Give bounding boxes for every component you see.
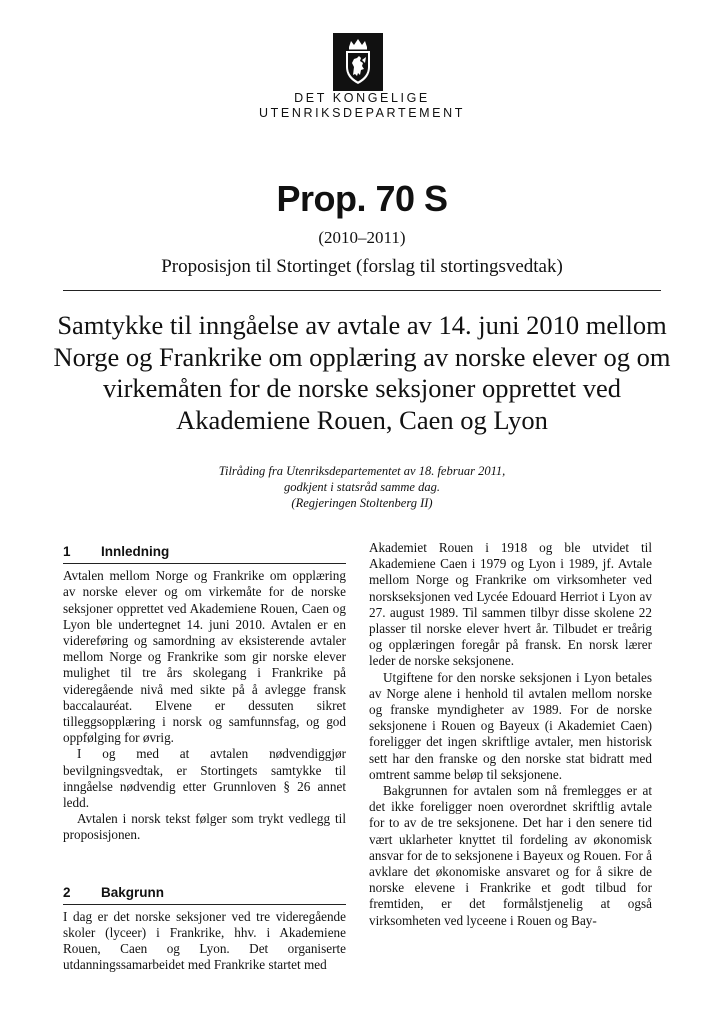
- section-title: Bakgrunn: [101, 884, 165, 900]
- paragraph: Avtalen mellom Norge og Frankrike om opplæring av norske elever og om virkemåte for de norske seksjoner opprettet ved Akademiene Rouen, Caen og Lyon ble undertegnet 14. juni 2010. Avtalen er en videreføring og samordning av eksisterende avtaler mellom Norge og Frankrike som gir norske elever mulighet til tre års skolegang i Frankrike på videregående nivå med sikte på å avlegge fransk baccalauréat. Elvene er dessuten sikret tilleggsopplæring i norsk og samfunnsfag, og god oppfølging for øvrig.: [63, 568, 346, 746]
- paragraph: Utgiftene for den norske seksjonen i Lyon betales av Norge alene i henhold til avtalen mellom norske og franske myndigheter av 1989. For de norske seksjonene i Rouen og Bayeux (i Akademiet Caen) foreligger det ingen skriftlige avtaler, men historisk sett har den franske og den norske stat bidratt med omtrent samme beløp til seksjonene.: [369, 669, 652, 782]
- approval-note: [0, 463, 724, 511]
- approval-line-2: godkjent i statsråd samme dag.: [284, 480, 440, 494]
- approval-line-1: Tilråding fra Utenriksdepartementet av 18. februar 2011,: [218, 464, 506, 478]
- section-title: Innledning: [101, 544, 170, 559]
- document-title: Samtykke til inngåelse av avtale av 14. juni 2010 mellom Norge og Frankrike om opplæring av norske elever og om virkemåten for de norske seksjoner opprettet ved Akademiene Rouen, Caen og Lyon: [53, 310, 671, 435]
- left-column: [63, 540, 346, 974]
- paragraph: I og med at avtalen nødvendiggjør bevilgningsvedtak, er Stortingets samtykke til inngåelse nødvendig etter Grunnloven § 26 annet ledd.: [63, 746, 346, 811]
- norwegian-coat-of-arms-icon: [333, 33, 383, 91]
- paragraph: Akademiet Rouen i 1918 og ble utvidet til Akademiene Caen i 1979 og Lyon i 1989, jf. Avtale mellom Norge og Frankrike om virksomheter ved norskseksjonen ved Lycée Edouard Herriot i Lyon av 27. august 1989. Til sammen tilbyr disse skolene 22 plasser til norske elever hvert år. Tilbudet er treårig og opplæringen foregår på fransk. En norsk lærer leder de norske seksjonene.: [369, 540, 652, 669]
- right-column: [369, 540, 652, 929]
- section-number: 2: [63, 884, 71, 900]
- title-divider: [63, 290, 661, 291]
- section-heading-innledning: [63, 540, 346, 564]
- section-heading-bakgrunn: [63, 881, 346, 905]
- proposition-subtitle: Proposisjon til Stortinget (forslag til stortingsvedtak): [161, 256, 563, 277]
- approval-line-3: (Regjeringen Stoltenberg II): [291, 496, 433, 510]
- ministry-name-line2: UTENRIKSDEPARTEMENT: [259, 106, 465, 120]
- proposition-title: Prop. 70 S: [276, 178, 448, 219]
- paragraph: Avtalen i norsk tekst følger som trykt vedlegg til proposisjonen.: [63, 811, 346, 843]
- ministry-name-line1: DET KONGELIGE: [294, 91, 430, 105]
- section-number: 1: [63, 544, 71, 559]
- proposition-year: (2010–2011): [318, 228, 406, 247]
- paragraph: I dag er det norske seksjoner ved tre videregående skoler (lyceer) i Frankrike, hhv. i Akademiene Rouen, Caen og Lyon. Det organiserte utdanningssamarbeidet med Frankrike startet med: [63, 908, 346, 973]
- paragraph: Bakgrunnen for avtalen som nå fremlegges er at det ikke foreligger noen overordnet skriftlig avtale for to av de tre seksjonene. Det har i den senere tid vært uklarheter knyttet til fordeling av økonomisk ansvar for de to seksjonene i Bayeux og Rouen. For å avklare det økonomiske ansvaret og for å sikre de norske elevene i Frankrike et godt tilbud for fremtiden, er det formålstjenelig at også virksomheten ved lyceene i Rouen og Bay-: [369, 783, 652, 928]
